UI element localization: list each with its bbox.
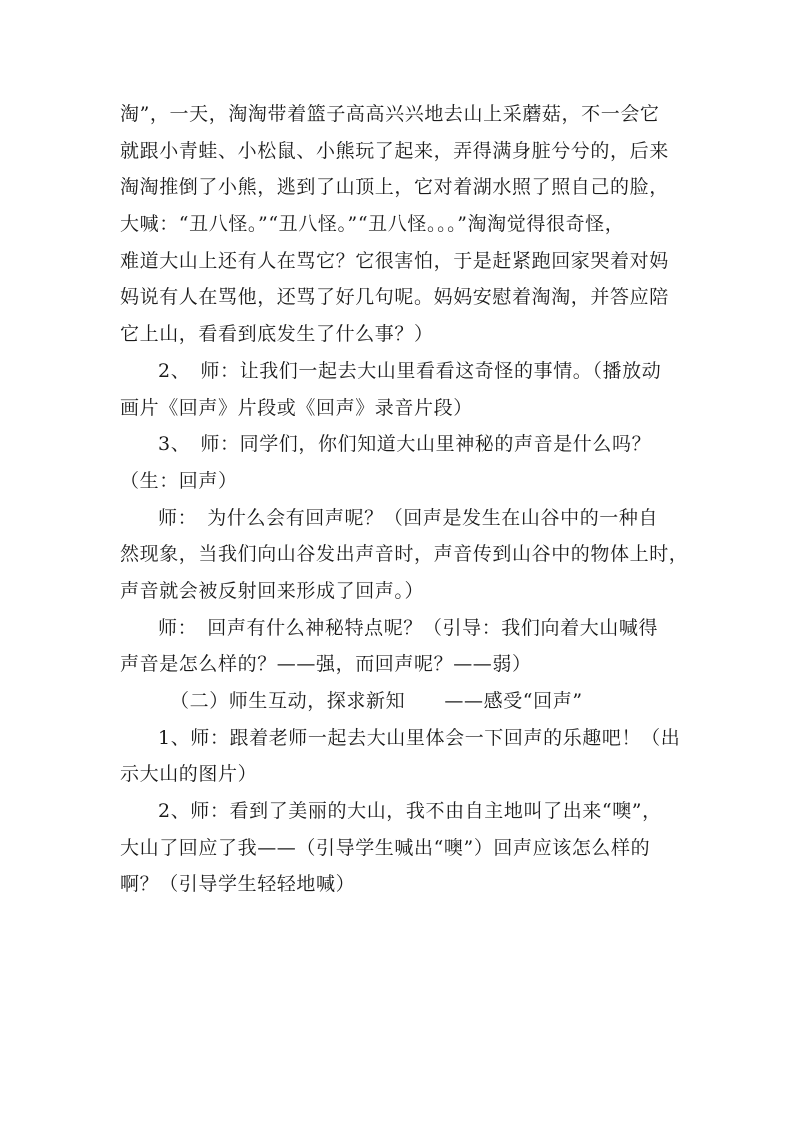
- text-line: 大山了回应了我——（引导学生喊出“噢”）回声应该怎么样的: [120, 836, 651, 859]
- text-line: 3、 师：同学们，你们知道大山里神秘的声音是什么吗？: [158, 433, 652, 456]
- text-line: 画片《回声》片段或《回声》录音片段）: [120, 396, 473, 419]
- text-line: 难道大山上还有人在骂它？它很害怕，于是赶紧跑回家哭着对妈: [120, 249, 669, 272]
- text-line: 淘淘推倒了小熊，逃到了山顶上，它对着湖水照了照自己的脸，: [120, 176, 669, 199]
- text-line: 声音就会被反射回来形成了回声。）: [120, 579, 425, 602]
- text-line: 大喊：“丑八怪。”“丑八怪。”“丑八怪。。。”淘淘觉得很奇怪，: [120, 213, 625, 236]
- section-heading: （二）师生互动，探求新知 ——感受“回声”: [170, 690, 583, 712]
- text-line: 声音是怎么样的？——强，而回声呢？——弱）: [120, 653, 532, 676]
- text-line: 就跟小青蛙、小松鼠、小熊玩了起来，弄得满身脏兮兮的，后来: [120, 139, 669, 162]
- text-line: 2、 师：让我们一起去大山里看看这奇怪的事情。（播放动: [158, 359, 662, 382]
- text-line: 师： 为什么会有回声呢？（回声是发生在山谷中的一种自: [158, 506, 659, 529]
- document-body: [120, 96, 689, 903]
- text-line: 淘”，一天，淘淘带着篮子高高兴兴地去山上采蘑菇，不一会它: [120, 103, 660, 125]
- text-line: 师： 回声有什么神秘特点呢？（引导：我们向着大山喊得: [158, 616, 659, 639]
- text-line: 示大山的图片）: [120, 763, 258, 786]
- text-line: 妈说有人在骂他，还骂了好几句呢。妈妈安慰着淘淘，并答应陪: [120, 286, 669, 309]
- text-line: 啊？（引导学生轻轻地喊）: [120, 873, 356, 896]
- text-line: 1、师：跟着老师一起去大山里体会一下回声的乐趣吧！（出: [158, 726, 681, 749]
- text-line: （生：回声）: [120, 469, 238, 492]
- text-line: 2、师：看到了美丽的大山，我不由自主地叫了出来“噢”，: [158, 800, 662, 823]
- text-line: 然现象，当我们向山谷发出声音时，声音传到山谷中的物体上时，: [120, 543, 689, 566]
- text-line: 它上山，看看到底发生了什么事？）: [120, 323, 434, 346]
